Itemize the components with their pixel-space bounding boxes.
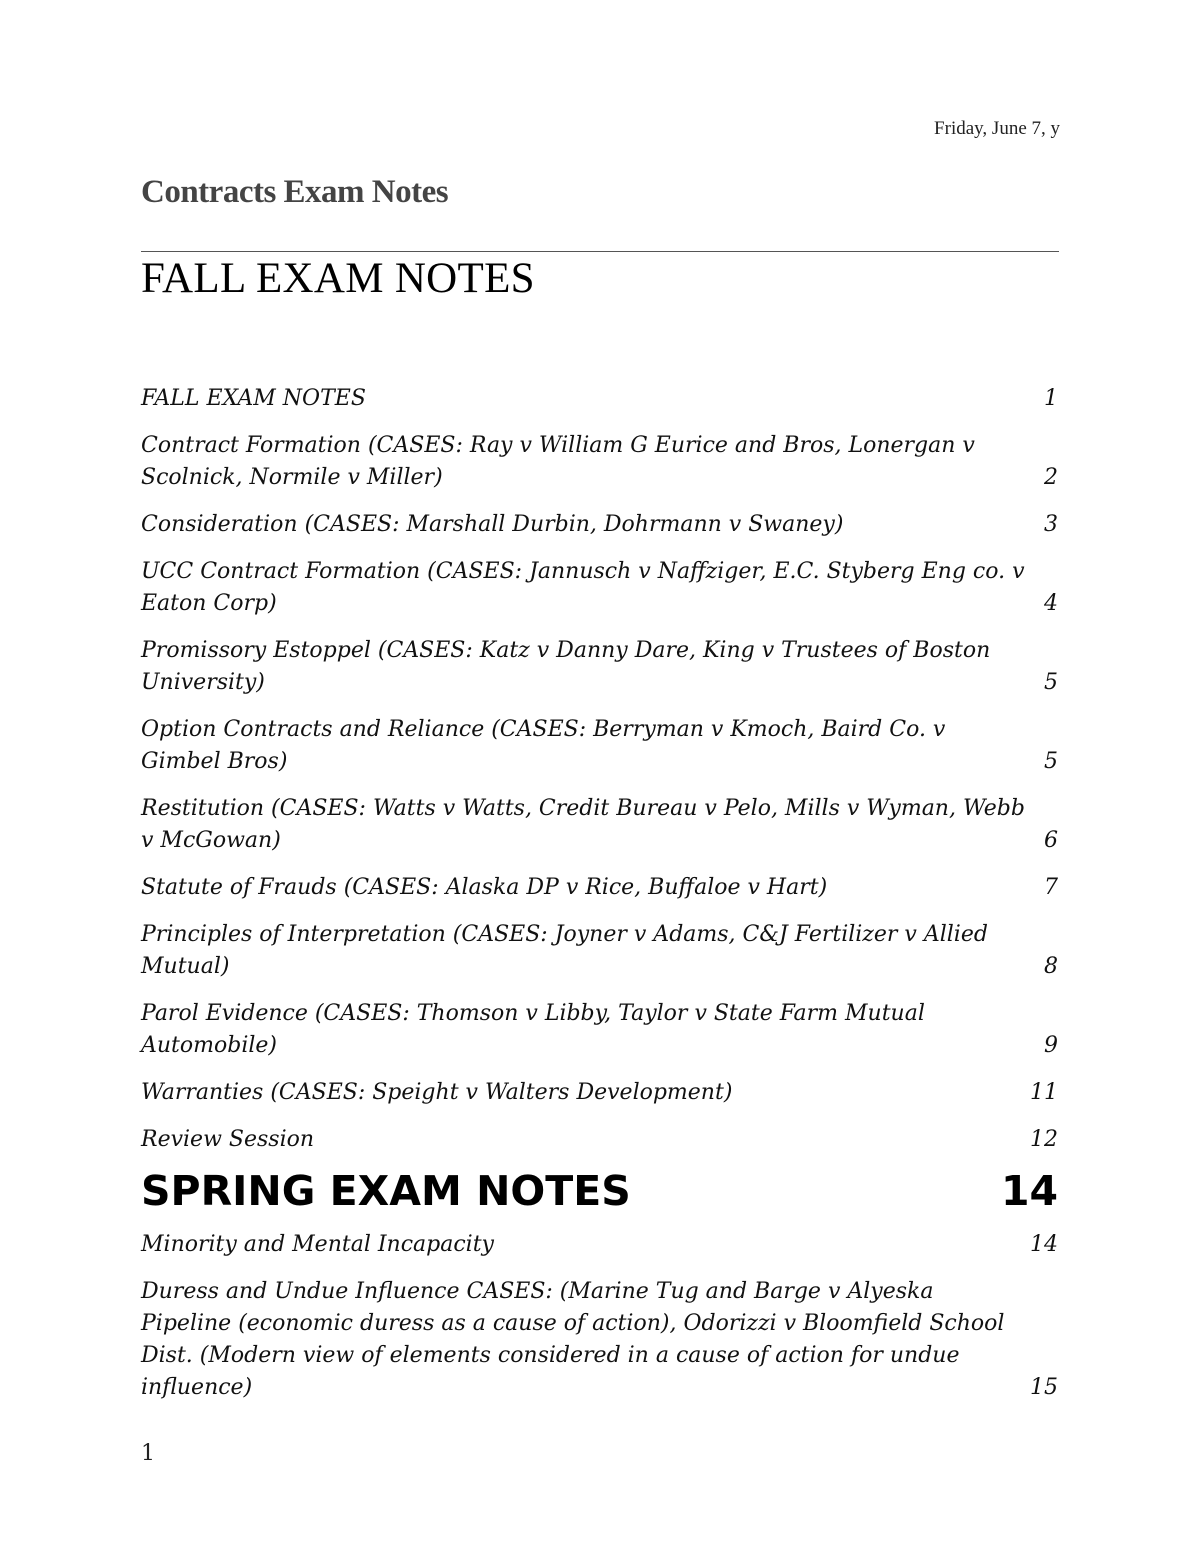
toc-entry-page: 3 bbox=[1044, 512, 1058, 537]
toc-entry-page: 1 bbox=[1044, 386, 1058, 411]
toc-major-entry[interactable] bbox=[141, 1165, 1058, 1217]
toc-entry-page: 8 bbox=[1044, 954, 1058, 979]
toc-entry-title: Principles of Interpretation (CASES: Joyner v Adams, C&J Fertilizer v Allied Mutual) bbox=[141, 922, 988, 979]
header-date: Friday, June 7, y bbox=[934, 118, 1060, 139]
toc-entry-title: Warranties (CASES: Speight v Walters Development) bbox=[141, 1080, 733, 1105]
toc-entry-title: Consideration (CASES: Marshall Durbin, Dohrmann v Swaney) bbox=[141, 512, 844, 537]
toc-entry-page: 4 bbox=[1044, 591, 1058, 616]
toc-entry[interactable] bbox=[141, 872, 1058, 904]
title-divider bbox=[141, 251, 1059, 252]
toc-entry[interactable] bbox=[141, 635, 1058, 699]
toc-entry[interactable] bbox=[141, 919, 1058, 983]
page-number: 1 bbox=[141, 1441, 155, 1466]
section-heading: FALL EXAM NOTES bbox=[141, 255, 535, 302]
toc-entry-title: Statute of Frauds (CASES: Alaska DP v Rice, Buffaloe v Hart) bbox=[141, 875, 828, 900]
toc-entry-page: 5 bbox=[1044, 670, 1058, 695]
toc-entry-title: FALL EXAM NOTES bbox=[141, 386, 366, 411]
document-title: Contracts Exam Notes bbox=[141, 174, 449, 210]
toc-entry-page: 6 bbox=[1044, 828, 1058, 853]
toc-entry-title: UCC Contract Formation (CASES: Jannusch v Naffziger, E.C. Styberg Eng co. v Eaton Corp) bbox=[141, 559, 1025, 616]
toc-major-page: 14 bbox=[1000, 1167, 1058, 1215]
toc-entry-title: Parol Evidence (CASES: Thomson v Libby, Taylor v State Farm Mutual Automobile) bbox=[141, 1001, 925, 1058]
toc-major-title: SPRING EXAM NOTES bbox=[141, 1167, 631, 1215]
toc-entry[interactable] bbox=[141, 556, 1058, 620]
toc-entry-page: 5 bbox=[1044, 749, 1058, 774]
toc-entry-page: 15 bbox=[1030, 1375, 1058, 1400]
toc-entry[interactable] bbox=[141, 1229, 1058, 1261]
toc-entry-page: 11 bbox=[1030, 1080, 1058, 1105]
toc-entry-title: Contract Formation (CASES: Ray v William G Eurice and Bros, Lonergan v Scolnick, Normile v Miller) bbox=[141, 433, 975, 490]
toc-entry[interactable] bbox=[141, 1276, 1058, 1404]
toc-entry[interactable] bbox=[141, 714, 1058, 778]
toc-entry-title: Promissory Estoppel (CASES: Katz v Danny Dare, King v Trustees of Boston University) bbox=[141, 638, 991, 695]
toc-entry-page: 7 bbox=[1044, 875, 1058, 900]
toc-entry[interactable] bbox=[141, 1124, 1058, 1156]
toc-entry-title: Minority and Mental Incapacity bbox=[141, 1232, 494, 1257]
toc-entry-page: 2 bbox=[1044, 465, 1058, 490]
toc-entry-page: 14 bbox=[1030, 1232, 1058, 1257]
toc-entry[interactable] bbox=[141, 793, 1058, 857]
toc-entry-title: Duress and Undue Influence CASES: (Marine Tug and Barge v Alyeska Pipeline (economic duress as a cause of action), Odorizzi v Bloomfield School Dist. (Modern view of elements considered in a cause of action for undue influence) bbox=[141, 1279, 1005, 1400]
table-of-contents bbox=[141, 383, 1058, 1419]
toc-entry[interactable] bbox=[141, 998, 1058, 1062]
toc-entry[interactable] bbox=[141, 1077, 1058, 1109]
toc-entry-title: Restitution (CASES: Watts v Watts, Credit Bureau v Pelo, Mills v Wyman, Webb v McGowan) bbox=[141, 796, 1025, 853]
toc-entry[interactable] bbox=[141, 509, 1058, 541]
toc-entry-title: Option Contracts and Reliance (CASES: Berryman v Kmoch, Baird Co. v Gimbel Bros) bbox=[141, 717, 946, 774]
toc-entry[interactable] bbox=[141, 430, 1058, 494]
toc-entry-page: 9 bbox=[1044, 1033, 1058, 1058]
toc-entry-page: 12 bbox=[1030, 1127, 1058, 1152]
toc-entry[interactable] bbox=[141, 383, 1058, 415]
toc-entry-title: Review Session bbox=[141, 1127, 315, 1152]
